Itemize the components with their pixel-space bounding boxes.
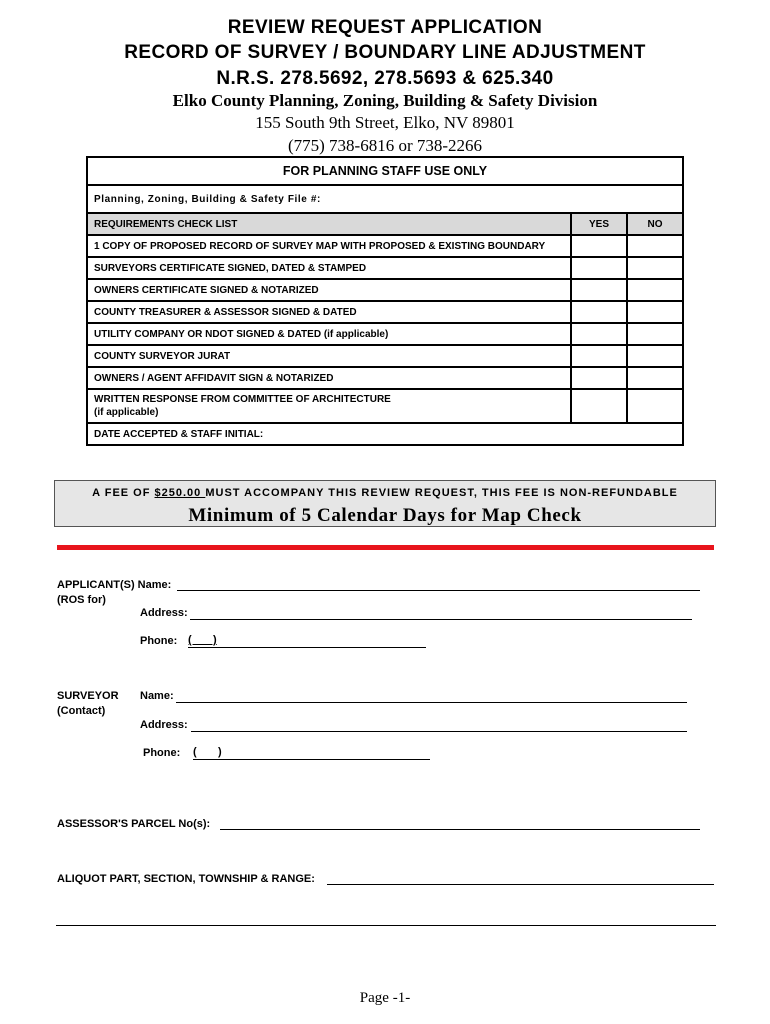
- applicant-phone-input[interactable]: [188, 647, 426, 648]
- file-number-field[interactable]: Planning, Zoning, Building & Safety File #:: [87, 185, 683, 213]
- page-number: Page -1-: [359, 990, 411, 1006]
- division-address: 155 South 9th Street, Elko, NV 89801: [255, 113, 515, 132]
- yes-checkbox[interactable]: [571, 279, 627, 301]
- applicant-ros-label: (ROS for): [57, 594, 106, 606]
- checklist-item: SURVEYORS CERTIFICATE SIGNED, DATED & STAMPED: [87, 257, 571, 279]
- fee-notice-box: [54, 480, 716, 527]
- division-phone: (775) 738-6816 or 738-2266: [287, 136, 483, 155]
- no-checkbox[interactable]: [627, 367, 683, 389]
- surveyor-phone-area: ( ): [193, 746, 222, 758]
- surveyor-address-input[interactable]: [191, 731, 687, 732]
- checklist-item: OWNERS / AGENT AFFIDAVIT SIGN & NOTARIZED: [87, 367, 571, 389]
- date-accepted-field[interactable]: DATE ACCEPTED & STAFF INITIAL:: [87, 423, 683, 445]
- no-checkbox[interactable]: [627, 323, 683, 345]
- staff-use-table: [86, 156, 684, 446]
- checklist-item: [87, 389, 571, 423]
- surveyor-phone-input[interactable]: [193, 759, 430, 760]
- aliquot-label: ALIQUOT PART, SECTION, TOWNSHIP & RANGE:: [57, 873, 315, 885]
- surveyor-name-label: Name:: [140, 690, 174, 702]
- surveyor-contact-label: (Contact): [57, 705, 106, 717]
- form-subtitle: RECORD OF SURVEY / BOUNDARY LINE ADJUSTMENT: [124, 42, 646, 63]
- no-checkbox[interactable]: [627, 235, 683, 257]
- surveyor-phone-label: Phone:: [143, 747, 181, 759]
- assessor-parcel-input[interactable]: [220, 829, 700, 830]
- red-divider: [57, 545, 714, 550]
- form-title: REVIEW REQUEST APPLICATION: [227, 17, 543, 38]
- applicant-address-input[interactable]: [190, 619, 692, 620]
- checklist-item: COUNTY SURVEYOR JURAT: [87, 345, 571, 367]
- applicant-address-label: Address:: [140, 607, 188, 619]
- fee-prefix: A FEE OF: [92, 487, 155, 499]
- applicant-phone-area: ( ): [188, 634, 217, 646]
- yes-checkbox[interactable]: [571, 301, 627, 323]
- surveyor-label: SURVEYOR: [57, 690, 119, 702]
- minimum-days-notice: Minimum of 5 Calendar Days for Map Check: [188, 505, 582, 526]
- no-checkbox[interactable]: [627, 301, 683, 323]
- yes-checkbox[interactable]: [571, 367, 627, 389]
- surveyor-name-input[interactable]: [176, 702, 687, 703]
- no-checkbox[interactable]: [627, 345, 683, 367]
- applicant-phone-label: Phone:: [140, 635, 178, 647]
- checklist-item-line1: WRITTEN RESPONSE FROM COMMITTEE OF ARCHITECTURE: [94, 394, 391, 405]
- no-checkbox[interactable]: [627, 257, 683, 279]
- no-checkbox[interactable]: [627, 279, 683, 301]
- statute-reference: N.R.S. 278.5692, 278.5693 & 625.340: [216, 68, 554, 89]
- surveyor-address-label: Address:: [140, 719, 188, 731]
- fee-amount: $250.00: [154, 487, 206, 499]
- staff-table-title: FOR PLANNING STAFF USE ONLY: [87, 157, 683, 185]
- applicant-name-label: APPLICANT(S) Name:: [57, 579, 172, 591]
- checklist-item: OWNERS CERTIFICATE SIGNED & NOTARIZED: [87, 279, 571, 301]
- applicant-name-input[interactable]: [177, 590, 700, 591]
- fee-suffix: MUST ACCOMPANY THIS REVIEW REQUEST, THIS FEE IS NON-REFUNDABLE: [205, 487, 678, 499]
- division-name: Elko County Planning, Zoning, Building & Safety Division: [172, 91, 598, 110]
- yes-checkbox[interactable]: [571, 389, 627, 423]
- fee-notice: [55, 487, 715, 499]
- checklist-item: COUNTY TREASURER & ASSESSOR SIGNED & DATED: [87, 301, 571, 323]
- yes-checkbox[interactable]: [571, 323, 627, 345]
- checklist-item: 1 COPY OF PROPOSED RECORD OF SURVEY MAP WITH PROPOSED & EXISTING BOUNDARY: [87, 235, 571, 257]
- requirements-header: REQUIREMENTS CHECK LIST: [87, 213, 571, 235]
- aliquot-input-line2[interactable]: [56, 925, 716, 926]
- assessor-parcel-label: ASSESSOR'S PARCEL No(s):: [57, 818, 211, 830]
- yes-checkbox[interactable]: [571, 345, 627, 367]
- checklist-item: UTILITY COMPANY OR NDOT SIGNED & DATED (if applicable): [87, 323, 571, 345]
- checklist-item-line2: (if applicable): [94, 407, 159, 418]
- aliquot-input[interactable]: [327, 884, 714, 885]
- no-column-header: NO: [627, 213, 683, 235]
- yes-column-header: YES: [571, 213, 627, 235]
- yes-checkbox[interactable]: [571, 235, 627, 257]
- no-checkbox[interactable]: [627, 389, 683, 423]
- yes-checkbox[interactable]: [571, 257, 627, 279]
